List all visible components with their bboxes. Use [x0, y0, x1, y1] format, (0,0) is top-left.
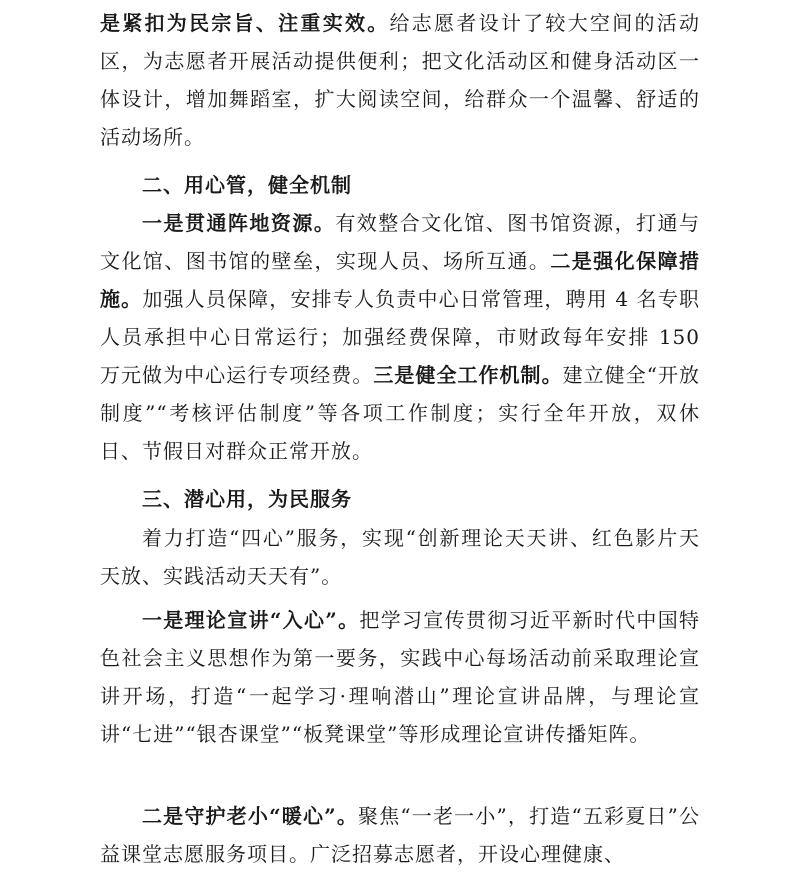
bold-lead: 三是健全工作机制。: [373, 363, 563, 387]
section-heading-service: 三、潜心用，为民服务: [142, 487, 352, 511]
bold-lead: 是紧扣为民宗旨、注重实效。: [100, 11, 390, 35]
paragraph-theory-lecture: [100, 601, 700, 753]
paragraph-mechanism: [100, 204, 700, 470]
paragraph-text: 有效整合文化馆、图书馆资源，打通与文化馆、图书馆的壁垒，实现人员、场所互通。: [100, 211, 701, 273]
bold-lead: 二是强化保障措施。: [100, 249, 701, 311]
bold-lead: 二是守护老小“暖心”。: [142, 804, 359, 828]
paragraph-four-hearts: 着力打造“四心”服务，实现“创新理论天天讲、红色影片天天放、实践活动天天有”。: [100, 526, 700, 588]
paragraph-text: 给志愿者设计了较大空间的活动区，为志愿者开展活动提供便利；把文化活动区和健身活动区一体设计，增加舞蹈室，扩大阅读空间，给群众一个温馨、舒适的活动场所。: [100, 11, 700, 149]
bold-lead: 一是贯通阵地资源。: [142, 211, 336, 235]
paragraph-old-and-young: [100, 797, 700, 873]
paragraph-venue-design: [100, 4, 700, 156]
paragraph-text: 聚焦“一老一小”，打造“五彩夏日”公益课堂志愿服务项目。广泛招募志愿者，开设心理健康、: [100, 804, 700, 866]
bold-lead: 一是理论宣讲“入心”。: [142, 608, 360, 632]
paragraph-text: 建立健全“开放制度”“考核评估制度”等各项工作制度；实行全年开放，双休日、节假日对群众正常开放。: [100, 363, 700, 463]
paragraph-text: 加强人员保障，安排专人负责中心日常管理，聘用 4 名专职人员承担中心日常运行；加强经费保障，市财政每年安排 150 万元做为中心运行专项经费。: [100, 287, 700, 387]
section-heading-mechanism: 二、用心管，健全机制: [142, 173, 352, 197]
paragraph-text: 把学习宣传贯彻习近平新时代中国特色社会主义思想作为第一要务，实践中心每场活动前采取理论宣讲开场，打造“一起学习·理响潜山”理论宣讲品牌，与理论宣讲“七进”“银杏课堂”“板凳课堂”等形成理论宣讲传播矩阵。: [100, 608, 700, 746]
